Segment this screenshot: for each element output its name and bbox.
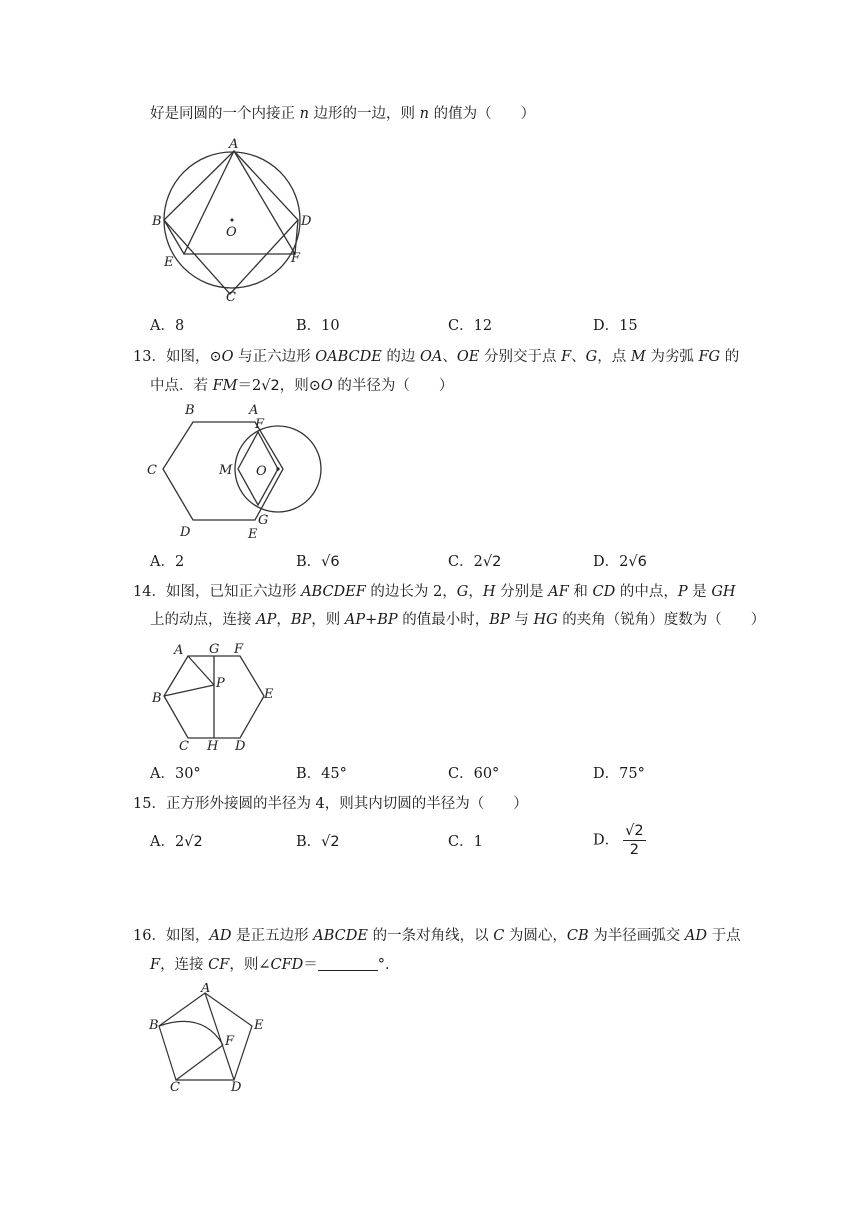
answer-blank[interactable] xyxy=(318,954,378,971)
label-A: A xyxy=(249,403,259,418)
q16-stem-line2: F，连接 CF，则∠CFD＝ °． xyxy=(150,954,400,975)
q15-option-a[interactable]: A．2√2 xyxy=(150,834,203,850)
label-C: C xyxy=(147,463,157,478)
q12-option-a[interactable]: A．8 xyxy=(150,318,185,334)
label-C: C xyxy=(179,739,189,754)
q13-option-d[interactable]: D．2√6 xyxy=(593,554,647,570)
label-G: G xyxy=(209,642,220,657)
label-C: C xyxy=(226,290,236,305)
q14-stem-line1: 14．如图，已知正六边形 ABCDEF 的边长为 2，G，H 分别是 AF 和 CD 的中点，P 是 GH xyxy=(133,584,736,600)
q13-option-c[interactable]: C．2√2 xyxy=(448,554,502,570)
label-C: C xyxy=(170,1080,180,1093)
q14-option-c[interactable]: C．60° xyxy=(448,766,500,782)
q15-option-b[interactable]: B．√2 xyxy=(296,834,340,850)
q13-stem-line1: 13．如图，⊙O 与正六边形 OABCDE 的边 OA、OE 分别交于点 F、G，点 M 为劣弧 FG 的 xyxy=(133,349,740,365)
q12-option-d[interactable]: D．15 xyxy=(593,318,638,334)
label-F: F xyxy=(255,417,265,432)
label-H: H xyxy=(207,739,219,754)
label-D: D xyxy=(180,525,191,540)
q14-option-a[interactable]: A．30° xyxy=(150,766,201,782)
q14-option-d[interactable]: D．75° xyxy=(593,766,645,782)
label-A: A xyxy=(201,983,211,996)
label-D: D xyxy=(231,1080,242,1093)
label-M: M xyxy=(219,463,233,478)
label-F: F xyxy=(291,251,301,266)
q14-figure xyxy=(148,638,283,756)
q13-option-a[interactable]: A．2 xyxy=(150,554,185,570)
q15-stem: 15．正方形外接圆的半径为 4，则其内切圆的半径为（ ） xyxy=(133,796,528,812)
q12-option-b[interactable]: B．10 xyxy=(296,318,340,334)
q14-option-b[interactable]: B．45° xyxy=(296,766,347,782)
label-B: B xyxy=(152,691,162,706)
label-E: E xyxy=(254,1018,264,1033)
label-B: B xyxy=(152,214,162,229)
q16-stem-line1: 16．如图，AD 是正五边形 ABCDE 的一条对角线，以 C 为圆心，CB 为半径画弧交 AD 于点 xyxy=(133,928,741,944)
label-P: P xyxy=(216,676,225,691)
label-E: E xyxy=(164,255,174,270)
q14-stem-line2: 上的动点，连接 AP，BP，则 AP+BP 的值最小时，BP 与 HG 的夹角（锐角）度数为（ ） xyxy=(150,612,766,628)
q15-option-d[interactable]: D． $\frac{√2}{2}$ xyxy=(593,823,644,858)
q15-option-c[interactable]: C．1 xyxy=(448,834,483,850)
q16-figure xyxy=(145,983,270,1093)
label-D: D xyxy=(301,214,312,229)
label-O: O xyxy=(256,464,267,479)
label-G: G xyxy=(258,513,269,528)
q13-stem-line2: 中点．若 FM＝2√2，则⊙O 的半径为（ ） xyxy=(150,378,454,394)
label-E: E xyxy=(248,527,258,542)
label-B: B xyxy=(149,1018,159,1033)
label-A: A xyxy=(174,643,184,658)
label-E: E xyxy=(264,687,274,702)
q12-stem-tail: 好是同圆的一个内接正 n 边形的一边，则 n 的值为（ ） xyxy=(150,106,536,122)
q13-figure xyxy=(145,398,335,543)
label-A: A xyxy=(229,137,239,152)
label-F: F xyxy=(225,1034,235,1049)
q13-option-b[interactable]: B．√6 xyxy=(296,554,340,570)
fraction: $\frac{√2}{2}$ xyxy=(625,823,644,858)
label-D: D xyxy=(235,739,246,754)
q12-figure xyxy=(150,136,320,306)
label-B: B xyxy=(185,403,195,418)
label-F: F xyxy=(234,642,244,657)
q12-option-c[interactable]: C．12 xyxy=(448,318,493,334)
label-O: O xyxy=(226,225,237,240)
